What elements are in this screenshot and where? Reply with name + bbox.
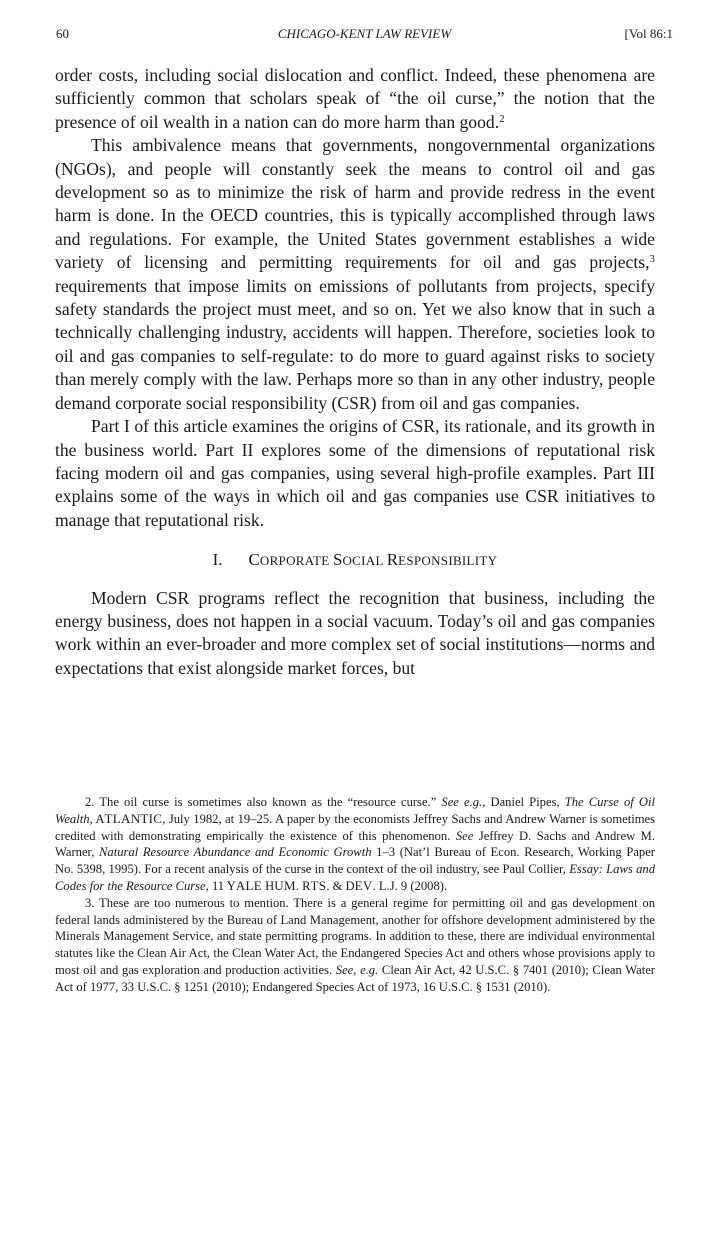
- section-number: I.: [212, 550, 223, 570]
- fn2-text-e: Jeffrey D. Sachs and Andrew M. Warner,: [55, 828, 655, 860]
- fn2-title-1: The Curse of Oil Wealth: [55, 795, 655, 826]
- fn2-text-b: , Daniel Pipes,: [482, 795, 565, 809]
- footnote-ref-2[interactable]: 2: [499, 112, 505, 125]
- section-heading: [55, 548, 655, 572]
- fn2-text-h: H: [262, 878, 275, 893]
- fn2-text-f: 1–3 (Nat’l Bureau of Econ. Research, Working Paper No. 5398, 1995). For a recent analysis of the curse in the context of the oil industry, see Paul Collier,: [55, 845, 655, 877]
- fn2-text-d: , July 1982, at 19–25. A paper by the economists Jeffrey Sachs and Andrew Warner is sometimes credited with demonstrating empirically the existence of this phenomenon.: [55, 811, 656, 843]
- footnote-ref-3[interactable]: 3: [649, 253, 655, 266]
- fn2-text-j: . & D: [326, 878, 355, 893]
- heading-s: S: [333, 550, 343, 570]
- fn2-title-2: Natural Resource Abundance and Economic Growth: [99, 845, 372, 860]
- footnote-2: [55, 794, 655, 895]
- fn2-hum: UM: [274, 877, 296, 893]
- fn2-rts: TS: [310, 877, 327, 893]
- fn2-text-k: . L.J. 9 (2008).: [372, 878, 448, 893]
- fn2-atlantic: TLANTIC: [104, 810, 163, 826]
- fn2-signal: See e.g.: [441, 795, 483, 809]
- footnote-3: [55, 895, 655, 996]
- fn2-text-g: , 11 Y: [205, 878, 236, 893]
- heading-orporate: ORPORATE: [259, 553, 334, 569]
- fn3-text-a: 3. These are too numerous to mention. There is a general regime for permitting oil and gas development on federal lands administered by the Bureau of Land Management, another for offshore development administered by the Minerals Management Service, and state permitting programs. In addition to these, there are individual environmental statutes like the Clean Air Act, the Clean Water Act, the Endangered Species Act and others whose provisions apply to most oil and gas exploration and production activities.: [55, 895, 655, 977]
- fn3-signal: See, e.g.: [335, 962, 379, 977]
- body-text: [55, 64, 655, 680]
- fn2-text-a: 2. The oil curse is sometimes also known as the “resource curse.”: [85, 795, 442, 809]
- paragraph-1: [55, 64, 655, 134]
- fn2-dev: EV: [354, 877, 373, 893]
- heading-c: C: [248, 550, 260, 570]
- fn2-yale: ALE: [235, 877, 263, 893]
- fn2-text-i: . R: [295, 878, 311, 893]
- heading-esponsibility: ESPONSIBILITY: [398, 553, 498, 569]
- paragraph-4: Modern CSR programs reflect the recognition that business, including the energy business, does not happen in a social vacuum. Today’s oil and gas companies work within an ever-broader and more complex set of social institutions—norms and expectations that exist alongside market forces, but: [55, 587, 655, 678]
- page-number: 60: [56, 26, 69, 41]
- running-header: [56, 26, 673, 46]
- volume-label: [Vol 86:1: [624, 26, 673, 41]
- paragraph-1-text: order costs, including social dislocation and conflict. Indeed, these phenomena are sufficiently common that scholars speak of “the oil curse,” the notion that the presence of oil wealth in a nation can do more harm than good.: [55, 65, 655, 132]
- heading-r: R: [386, 550, 399, 570]
- paragraph-2: [55, 134, 655, 415]
- paragraph-2-text-b: requirements that impose limits on emissions of pollutants from projects, specify safety standards the project must meet, and so on. Yet we also know that in such a technically challenging industry, accidents will happen. Therefore, societies look to oil and gas companies to self-regulate: to do more to guard against risks to society than merely comply with the law. Perhaps more so than in any other industry, people demand corporate social responsibility (CSR) from oil and gas companies.: [55, 275, 655, 413]
- heading-ocial: OCIAL: [342, 553, 387, 569]
- fn2-text-c: , A: [89, 811, 105, 826]
- journal-title: CHICAGO-KENT LAW REVIEW: [277, 26, 452, 41]
- paragraph-2-text-a: This ambivalence means that governments, nongovernmental organizations (NGOs), and people will constantly seek the means to control oil and gas development so as to minimize the risk of harm and provide redress in the event harm is done. In the OECD countries, this is typically accomplished through laws and regulations. For example, the United States government establishes a wide variety of licensing and permitting requirements for oil and gas projects,: [55, 135, 655, 273]
- fn2-see: See: [455, 828, 474, 843]
- footnotes: [55, 794, 655, 996]
- fn2-title-3: Essay: Laws and Codes for the Resource Curse: [55, 862, 655, 893]
- fn3-text-b: Clean Air Act, 42 U.S.C. § 7401 (2010); Clean Water Act of 1977, 33 U.S.C. § 1251 (2010); Endangered Species Act of 1973, 16 U.S.C. § 1531 (2010).: [55, 962, 655, 994]
- paragraph-3: Part I of this article examines the origins of CSR, its rationale, and its growth in the business world. Part II explores some of the dimensions of reputational risk facing modern oil and gas companies, using several high-profile examples. Part III explains some of the ways in which oil and gas companies use CSR initiatives to manage that reputational risk.: [55, 416, 655, 530]
